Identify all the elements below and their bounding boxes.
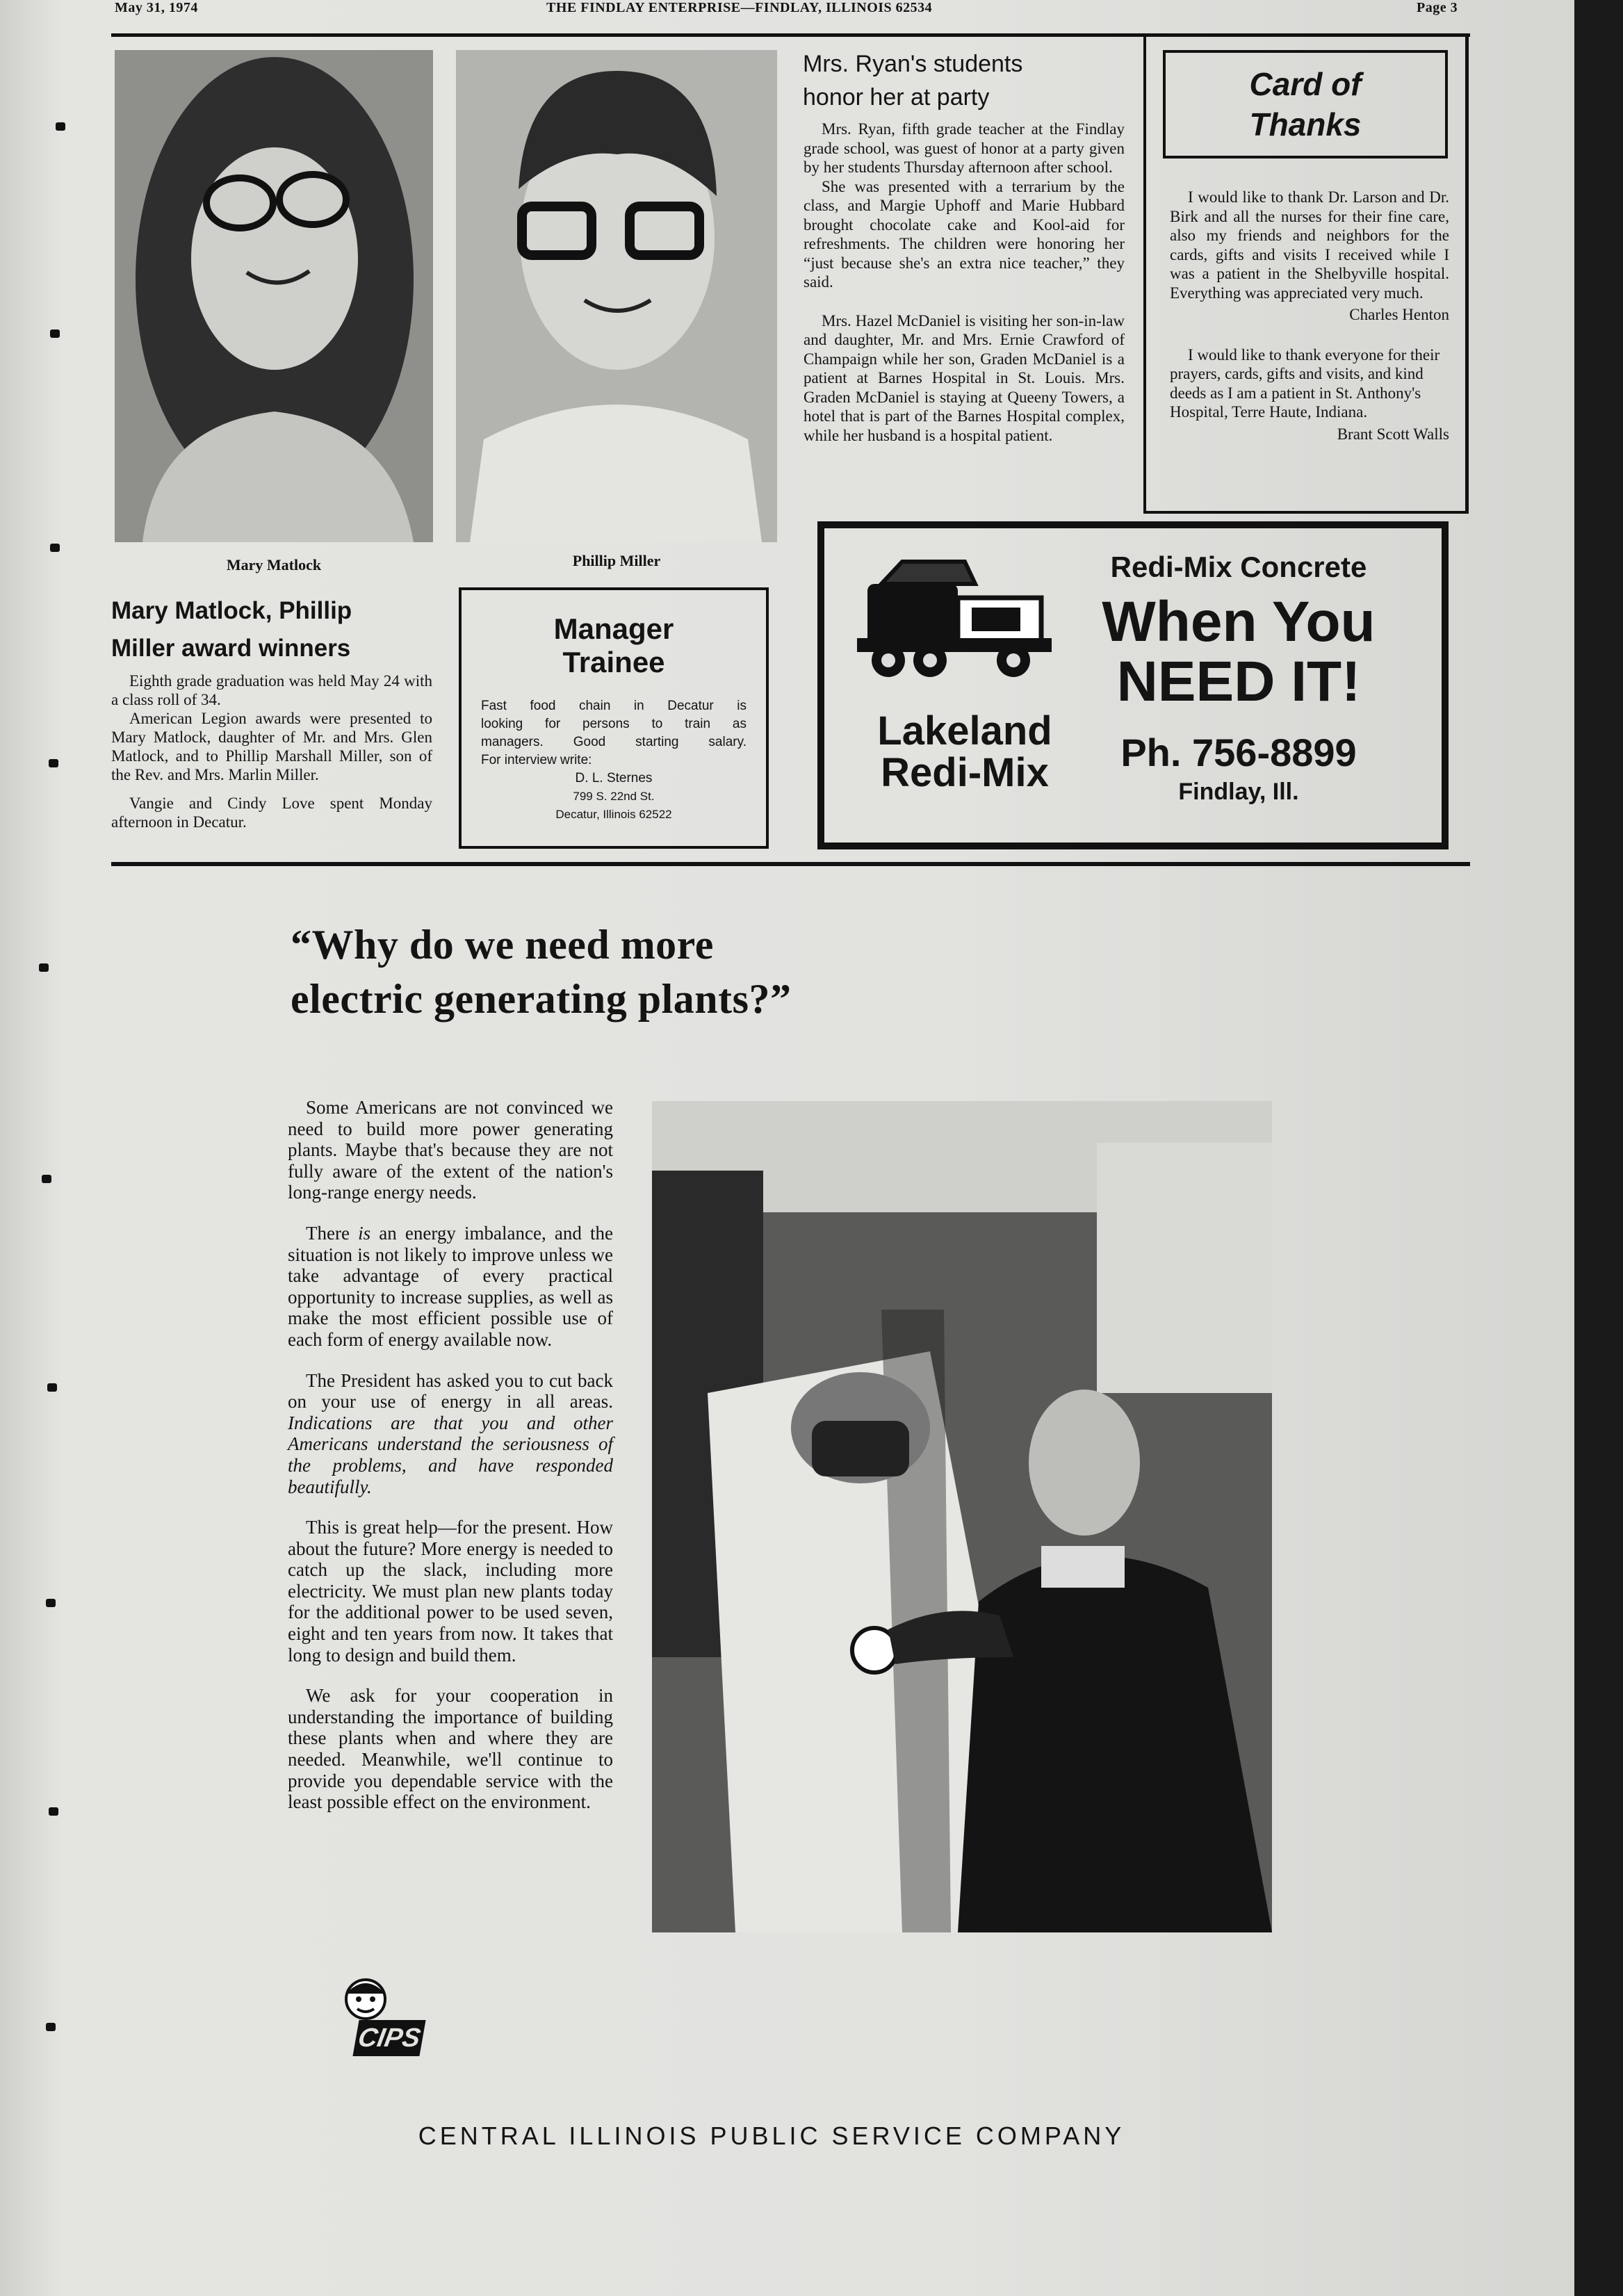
- cips-paragraph: This is great help—for the present. How about the future? More energy is needed to catch up the slack, including more electricity. We must plan new plants today for the additional power to be used seven, eight and ten years from now. It takes that long to design and build them.: [288, 1517, 613, 1666]
- thanks-top-rule: [1143, 33, 1469, 37]
- cips-logo: [335, 1973, 425, 2071]
- ad-title: [462, 612, 766, 679]
- redimix-ad: [817, 521, 1449, 849]
- binder-hole: [49, 759, 58, 767]
- ryan-story-body: [804, 120, 1125, 445]
- ad-address: [462, 770, 766, 824]
- caption-phillip: Phillip Miller: [572, 552, 661, 569]
- thanks-signature: Brant Scott Walls: [1337, 425, 1449, 443]
- cips-paragraph: [288, 1370, 613, 1498]
- thanks-right-rule: [1465, 33, 1469, 513]
- ad-copy-line: looking for persons to train as: [481, 717, 747, 731]
- ad-contact-name: D. L. Sternes: [575, 771, 653, 785]
- ad-copy: [481, 697, 747, 751]
- thanks-bottom-rule: [1143, 511, 1469, 514]
- cips-paragraph-text: an energy imbalance, and the situation is not likely to improve unless we take advantage of every practical opportunity to increase supplies, as well as make the most efficient possible use of each form of energy available now.: [288, 1222, 613, 1350]
- award-paragraph: Eighth grade graduation was held May 24 with a class roll of 34.: [111, 672, 432, 708]
- binder-hole: [56, 122, 65, 131]
- cips-headline: [291, 918, 1055, 1026]
- cips-body: [288, 1097, 613, 1832]
- cips-paragraph: [288, 1223, 613, 1351]
- ad-copy-line: For interview write:: [481, 753, 592, 767]
- cips-company-name: CENTRAL ILLINOIS PUBLIC SERVICE COMPANY: [418, 2122, 1125, 2150]
- mascot-face-icon: [338, 1973, 393, 2021]
- ad-contact-street: 799 S. 22nd St.: [573, 790, 655, 803]
- title-line-2: Thanks: [1249, 106, 1362, 143]
- slogan-line-1: When You: [1102, 590, 1376, 653]
- award-paragraph: American Legion awards were presented to Mary Matlock, daughter of Mr. and Mrs. Glen Matlock, and to Phillip Marshall Miller, son of the Rev. and Mrs. Marlin Miller.: [111, 710, 432, 783]
- redimix-phone: Ph. 756-8899: [1120, 731, 1357, 774]
- photo-phillip-miller: [456, 50, 777, 542]
- photo-mary-matlock: [115, 50, 433, 542]
- binder-hole: [47, 1383, 57, 1392]
- ad-title-line-1: Manager: [553, 612, 674, 645]
- ad-contact-city: Decatur, Illinois 62522: [555, 808, 672, 821]
- cips-headline-line-1: “Why do we need more: [291, 922, 714, 968]
- ad-copy-line: Fast food chain in Decatur is: [481, 699, 747, 713]
- manager-trainee-ad: [459, 587, 769, 849]
- ryan-paragraph: She was presented with a terrarium by the class, and Margie Uphoff and Marie Hubbard brought chocolate cake and Kool-aid for refreshments. The children were honoring her “just because she's an extra nice teacher,” they said.: [804, 177, 1125, 291]
- caption-mary: Mary Matlock: [226, 556, 322, 573]
- redimix-slogan: [1072, 592, 1405, 712]
- ryan-headline: [803, 47, 1150, 114]
- award-paragraph: Vangie and Cindy Love spent Monday afternoon in Decatur.: [111, 795, 432, 831]
- cips-emphasis: Indications are that you and other Americans understand the seriousness of the problems, and have responded beautifully.: [288, 1412, 613, 1497]
- cips-paragraph-text: The President has asked you to cut back on your use of energy in all areas.: [288, 1369, 613, 1412]
- redimix-top: Redi-Mix Concrete: [1110, 551, 1367, 583]
- section-rule: [111, 862, 1470, 866]
- concrete-truck-icon: [854, 556, 1052, 681]
- diner-photo-image: [652, 1101, 1272, 1932]
- cips-emphasis: is: [358, 1222, 371, 1244]
- award-story-body: [111, 671, 432, 831]
- thanks-notes: [1170, 188, 1449, 443]
- cips-paragraph-text: There: [306, 1222, 359, 1244]
- binder-hole: [50, 544, 60, 552]
- issue-date: May 31, 1974: [115, 0, 198, 15]
- thanks-note: I would like to thank everyone for their prayers, cards, gifts and visits, and kind deeds as I am a patient in St. Anthony's Hospital, Terre Haute, Indiana.: [1170, 345, 1440, 421]
- binder-hole: [39, 963, 49, 972]
- cips-paragraph: We ask for your cooperation in understanding the importance of building these plants when and where they are needed. Meanwhile, we'll continue to provide you dependable service with the least possible effect on the environment.: [288, 1685, 613, 1813]
- card-of-thanks-title-box: [1163, 50, 1448, 158]
- name-line-2: Redi-Mix: [881, 750, 1049, 795]
- name-line-1: Lakeland: [877, 708, 1052, 754]
- redimix-town: Findlay, Ill.: [1178, 779, 1299, 805]
- cips-logo-text: CIPS: [352, 2020, 425, 2056]
- card-of-thanks-title: [1166, 64, 1445, 145]
- binder-hole: [49, 1807, 58, 1816]
- binder-hole: [46, 1599, 56, 1607]
- column-rule: [1143, 33, 1146, 513]
- portrait-image: [456, 50, 777, 542]
- binder-hole: [50, 329, 60, 338]
- ryan-headline-line-2: honor her at party: [803, 84, 990, 111]
- award-headline-line-2: Miller award winners: [111, 635, 351, 662]
- title-line-1: Card of: [1249, 66, 1362, 102]
- photo-man-at-counter: [652, 1101, 1272, 1932]
- ad-title-line-2: Trainee: [562, 646, 665, 678]
- ryan-paragraph: Mrs. Ryan, fifth grade teacher at the Findlay grade school, was guest of honor at a party given by her students Thursday afternoon after school.: [804, 120, 1125, 176]
- cips-headline-line-2: electric generating plants?”: [291, 976, 792, 1022]
- portrait-image: [115, 50, 433, 542]
- scan-edge: [1574, 0, 1623, 2296]
- redimix-name: [861, 710, 1069, 794]
- slogan-line-2: NEED IT!: [1116, 650, 1361, 713]
- award-headline: [111, 592, 438, 668]
- cips-paragraph: Some Americans are not convinced we need to build more power generating plants. Maybe that's because they are not fully aware of the extent of the nation's long-range energy needs.: [288, 1097, 613, 1203]
- binder-hole: [42, 1175, 51, 1183]
- binder-hole: [46, 2023, 56, 2031]
- ad-copy-line: managers. Good starting salary.: [481, 735, 747, 749]
- ryan-headline-line-1: Mrs. Ryan's students: [803, 51, 1023, 77]
- paper-title: THE FINDLAY ENTERPRISE—FINDLAY, ILLINOIS 62534: [546, 0, 933, 15]
- page-number: Page 3: [1417, 0, 1458, 15]
- ryan-paragraph: Mrs. Hazel McDaniel is visiting her son-in-law and daughter, Mr. and Mrs. Ernie Crawford of Champaign while her son, Graden McDaniel is a patient at Barnes Hospital in St. Louis. Mrs. Graden McDaniel is staying at Queeny Towers, a hotel that is part of the Barnes Hospital complex, while her husband is a hospital patient.: [804, 311, 1125, 444]
- award-headline-line-1: Mary Matlock, Phillip: [111, 597, 352, 624]
- thanks-note: I would like to thank Dr. Larson and Dr. Birk and all the nurses for their fine care, also my friends and neighbors for the cards, gifts and visits I received while I was a patient in the Shelbyville hospital. Everything was appreciated very much.: [1170, 188, 1449, 302]
- thanks-signature: Charles Henton: [1349, 306, 1449, 323]
